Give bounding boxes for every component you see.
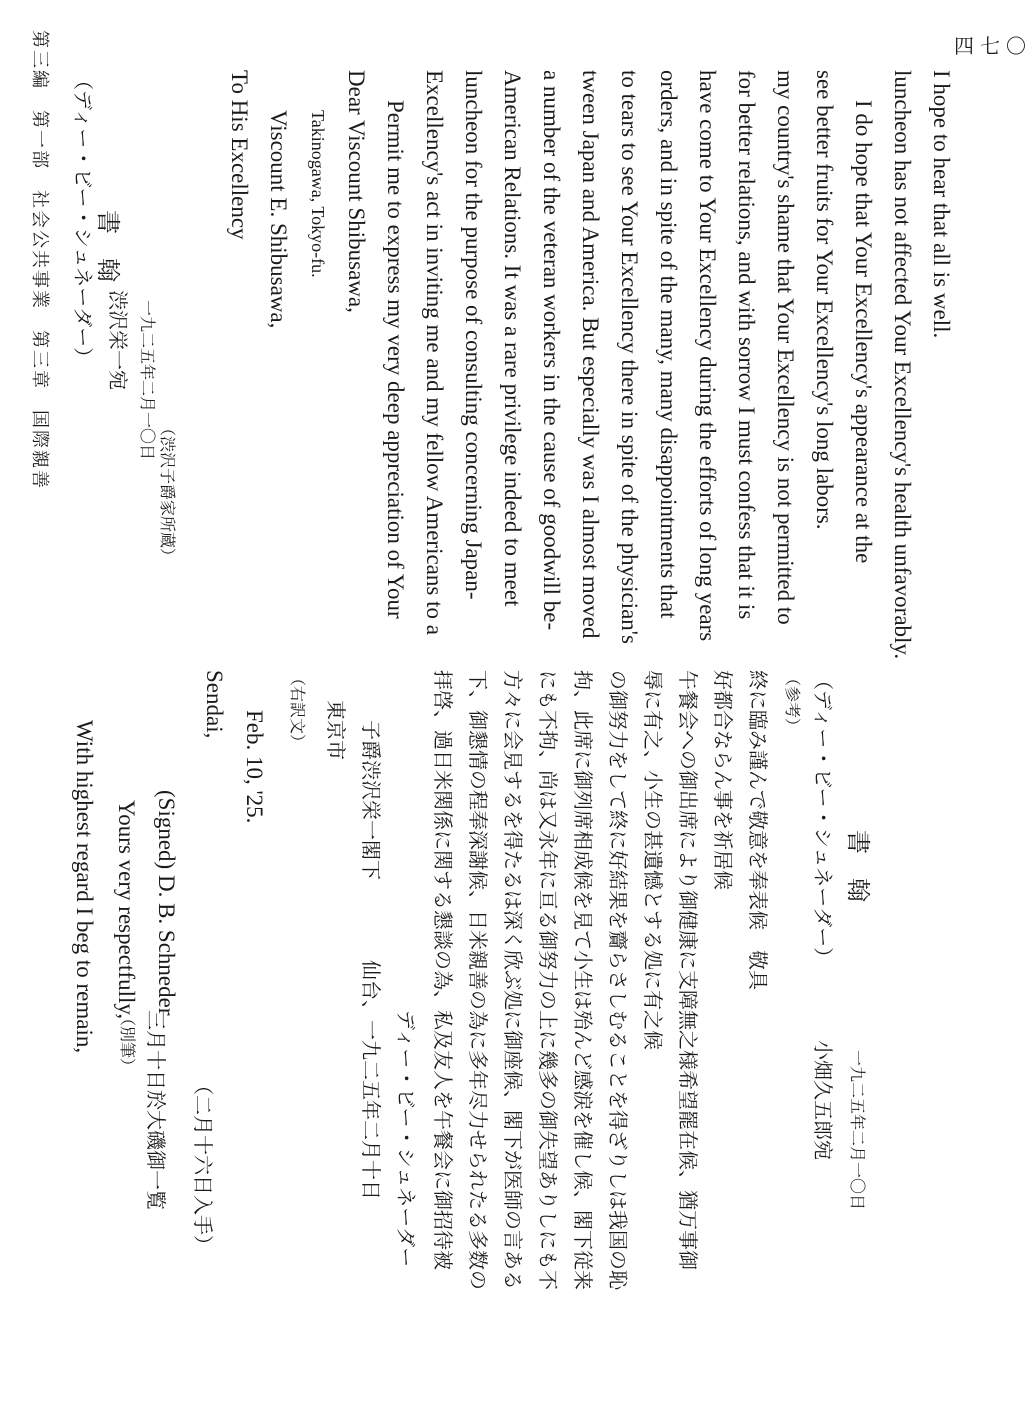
en-line: tween Japan and America. But especially was I almost moved (578, 70, 603, 639)
translation-sender-name: ディー・ビー・シュネーダー (394, 1010, 418, 1268)
signature: (Signed) D. B. Schneder (154, 790, 179, 1016)
translation-city: 東京市 (324, 700, 348, 760)
en-line: Takinogawa, Tokyo-fu. (308, 110, 328, 278)
letter2-sender: （ディー・ビー・シュネーダー） (811, 670, 835, 968)
en-line: for better relations, and with sorrow I must confess that it is (734, 70, 759, 620)
closing-line: Yours very respectfully, (114, 800, 139, 1020)
translation-addressee: 子爵渋沢栄一閣下 (359, 720, 383, 880)
en-line: orders, and in spite of the many, many disappointments that (656, 70, 681, 619)
translation-line: 好都合ならん事を祈居候 (711, 670, 735, 890)
letter2-date: 一九二五年二月一〇日 (848, 1050, 867, 1211)
en-line: I hope to hear that all is well. (929, 70, 954, 339)
place-date: Feb. 10, '25. (242, 710, 267, 824)
letter2-recipient: 小畑久五郎宛 (811, 1040, 835, 1160)
translation-label: （右訳文） (288, 670, 307, 751)
en-line: to tears to see Your Excellency there in spite of the physician's (617, 70, 642, 644)
en-line: I do hope that Your Excellency's appearance at the (851, 100, 876, 564)
en-line: luncheon has not affected Your Excellency's health unfavorably. (890, 70, 915, 660)
translation-line: 拝啓、過日米関係に関する懇談の為、私及友人を午餐会に御招待被 (431, 670, 455, 1270)
letter1-type: 書 翰 (94, 210, 122, 282)
besshi-text: 三月十日於大磯御一覧 (144, 1010, 168, 1210)
en-line: have come to Your Excellency during the efforts of long years (695, 70, 720, 642)
letter2-type: 書 翰 (844, 830, 872, 902)
running-header: 第三編 第一部 社会公共事業 第三章 国際親善 (29, 30, 50, 490)
translation-sender-line: 仙台、一九二五年二月十日 (359, 960, 383, 1200)
closing-line: With highest regard I beg to remain, (72, 720, 97, 1054)
translation-line: にも不拘、尚は又永年に亘る御努力の上に幾多の御失望ありしにも不 (536, 670, 560, 1290)
letter1-date: 一九二五年二月一〇日 (138, 300, 157, 461)
en-line: Dear Viscount Shibusawa, (344, 70, 369, 313)
place: Sendai, (202, 670, 227, 739)
letter1-recipient: 渋沢栄一宛 (106, 290, 130, 390)
translation-line: 拘、此席に御列席相成候を見て小生は殆んど感涙を催し候、閣下従来 (571, 670, 595, 1290)
en-line: American Relations. It was a rare privilege indeed to meet (500, 70, 525, 607)
en-line: a number of the veteran workers in the cause of goodwill be- (539, 70, 564, 631)
translation-line: 方々に会見するを得たるは深く欣ぶ処に御座候、閣下が医師の言ある (501, 670, 525, 1290)
en-line: luncheon for the purpose of consulting concerning Japan- (461, 70, 486, 600)
en-line: my country's shame that Your Excellency is not permitted to (773, 70, 798, 625)
letter1-source: （渋沢子爵家所蔵） (158, 420, 177, 565)
translation-line: 午餐会への御出席により御健康に支障無之様希望罷在候、猶万事御 (676, 670, 700, 1270)
en-line: see better fruits for Your Excellency's long labors. (812, 70, 837, 530)
en-line: To His Excellency (227, 70, 252, 240)
translation-line: の御努力をして終に好結果を齎らさしむることを得ざりしは我国の恥 (606, 670, 630, 1290)
letter1-sender: （ディー・ビー・シュネーダー） (71, 70, 95, 368)
besshi-label: （別筆） (118, 1010, 137, 1075)
page-number: 四七〇 (954, 34, 1032, 58)
ref-label: （参考） (783, 670, 802, 735)
en-line: Permit me to express my very deep appreciation of Your (383, 100, 408, 619)
en-line: Viscount E. Shibusawa, (266, 110, 291, 329)
translation-line: 下、御懇情の程奉深謝候、日米親善の為に多年尽力せられたる多数の (466, 670, 490, 1290)
translation-line: 終に臨み謹んで敬意を奉表候 敬具 (746, 670, 770, 990)
en-line: Excellency's act in inviting me and my fellow Americans to a (422, 70, 447, 635)
received-note: （二月十六日入手） (191, 1075, 215, 1255)
translation-line: 辱に有之、小生の甚遺憾とする処に有之候 (641, 670, 665, 1050)
